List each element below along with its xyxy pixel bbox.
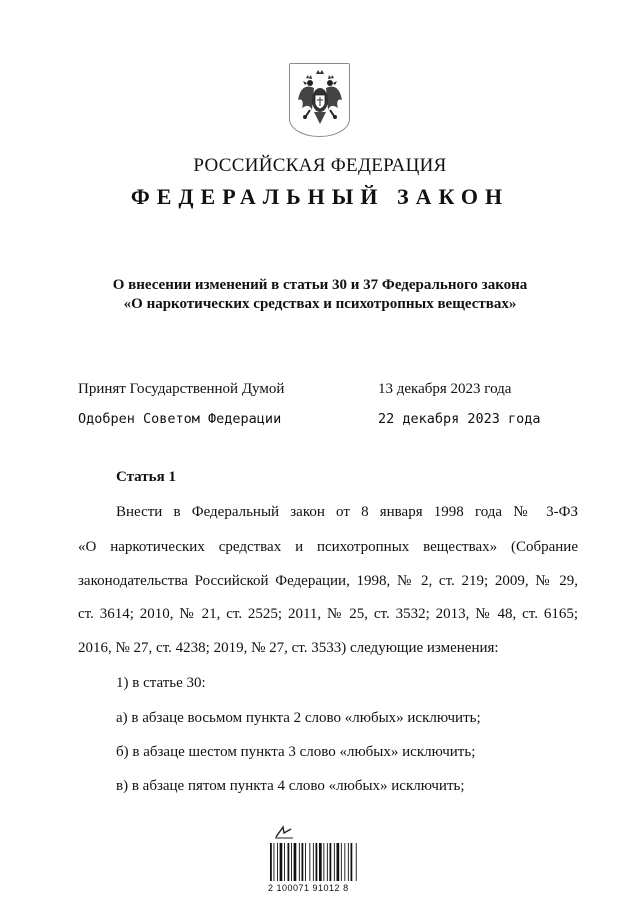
barcode-bar	[313, 843, 314, 881]
barcode-bar	[291, 843, 292, 881]
barcode-bar	[327, 843, 328, 881]
list-item: б) в абзаце шестом пункта 3 слово «любых» исключить;	[116, 744, 476, 760]
barcode-bar	[305, 843, 306, 881]
barcode-bar	[348, 843, 349, 881]
article-text-line: Внести в Федеральный закон от 8 января 1998 года № 3-ФЗ	[116, 504, 578, 520]
barcode-bar	[270, 843, 272, 881]
law-title-line-2: «О наркотических средствах и психотропных веществах»	[123, 296, 517, 312]
barcode-bar	[344, 843, 345, 881]
article-text-line: законодательства Российской Федерации, 1998, № 2, ст. 219; 2009, № 29,	[78, 573, 578, 589]
barcode-bar	[294, 843, 297, 881]
barcode-bar	[309, 843, 310, 881]
law-title	[0, 276, 640, 314]
adopted-date: 13 декабря 2023 года	[378, 381, 512, 397]
barcode	[270, 843, 362, 881]
adopted-label: Принят Государственной Думой	[78, 381, 285, 397]
registry-mark-icon	[274, 825, 294, 839]
barcode-bar	[280, 843, 283, 881]
article-text-line: 2016, № 27, ст. 4238; 2019, № 27, ст. 3533) следующие изменения:	[78, 640, 499, 656]
barcode-bar	[299, 843, 300, 881]
barcode-bar	[274, 843, 275, 881]
barcode-bar	[277, 843, 278, 881]
barcode-bar	[351, 843, 353, 881]
barcode-bar	[341, 843, 342, 881]
article-text-line: «О наркотических средствах и психотропных веществах» (Собрание	[78, 539, 578, 555]
list-item: 1) в статье 30:	[116, 675, 206, 691]
barcode-bar	[334, 843, 335, 881]
barcode-bar	[319, 843, 322, 881]
barcode-bar	[323, 843, 324, 881]
list-item: а) в абзаце восьмом пункта 2 слово «любых» исключить;	[116, 710, 481, 726]
double-headed-eagle-icon	[296, 70, 344, 128]
barcode-bar	[356, 843, 357, 881]
country-name: РОССИЙСКАЯ ФЕДЕРАЦИЯ	[193, 155, 447, 176]
document-type: ФЕДЕРАЛЬНЫЙ ЗАКОН	[130, 184, 510, 209]
coat-of-arms	[289, 63, 350, 137]
list-item: в) в абзаце пятом пункта 4 слово «любых» исключить;	[116, 778, 465, 794]
barcode-bar	[284, 843, 285, 881]
barcode-bar	[337, 843, 340, 881]
article-heading: Статья 1	[116, 469, 176, 485]
approved-label: Одобрен Советом Федерации	[78, 411, 282, 427]
barcode-digits: 2 100071 91012 8	[268, 883, 349, 893]
barcode-bar	[302, 843, 304, 881]
barcode-bar	[316, 843, 318, 881]
law-title-line-1: О внесении изменений в статьи 30 и 37 Федерального закона	[112, 277, 528, 293]
article-text-line: ст. 3614; 2010, № 21, ст. 2525; 2011, № 25, ст. 3532; 2013, № 48, ст. 6165;	[78, 606, 578, 622]
approved-date: 22 декабря 2023 года	[378, 411, 541, 427]
barcode-bar	[288, 843, 290, 881]
barcode-bar	[330, 843, 332, 881]
